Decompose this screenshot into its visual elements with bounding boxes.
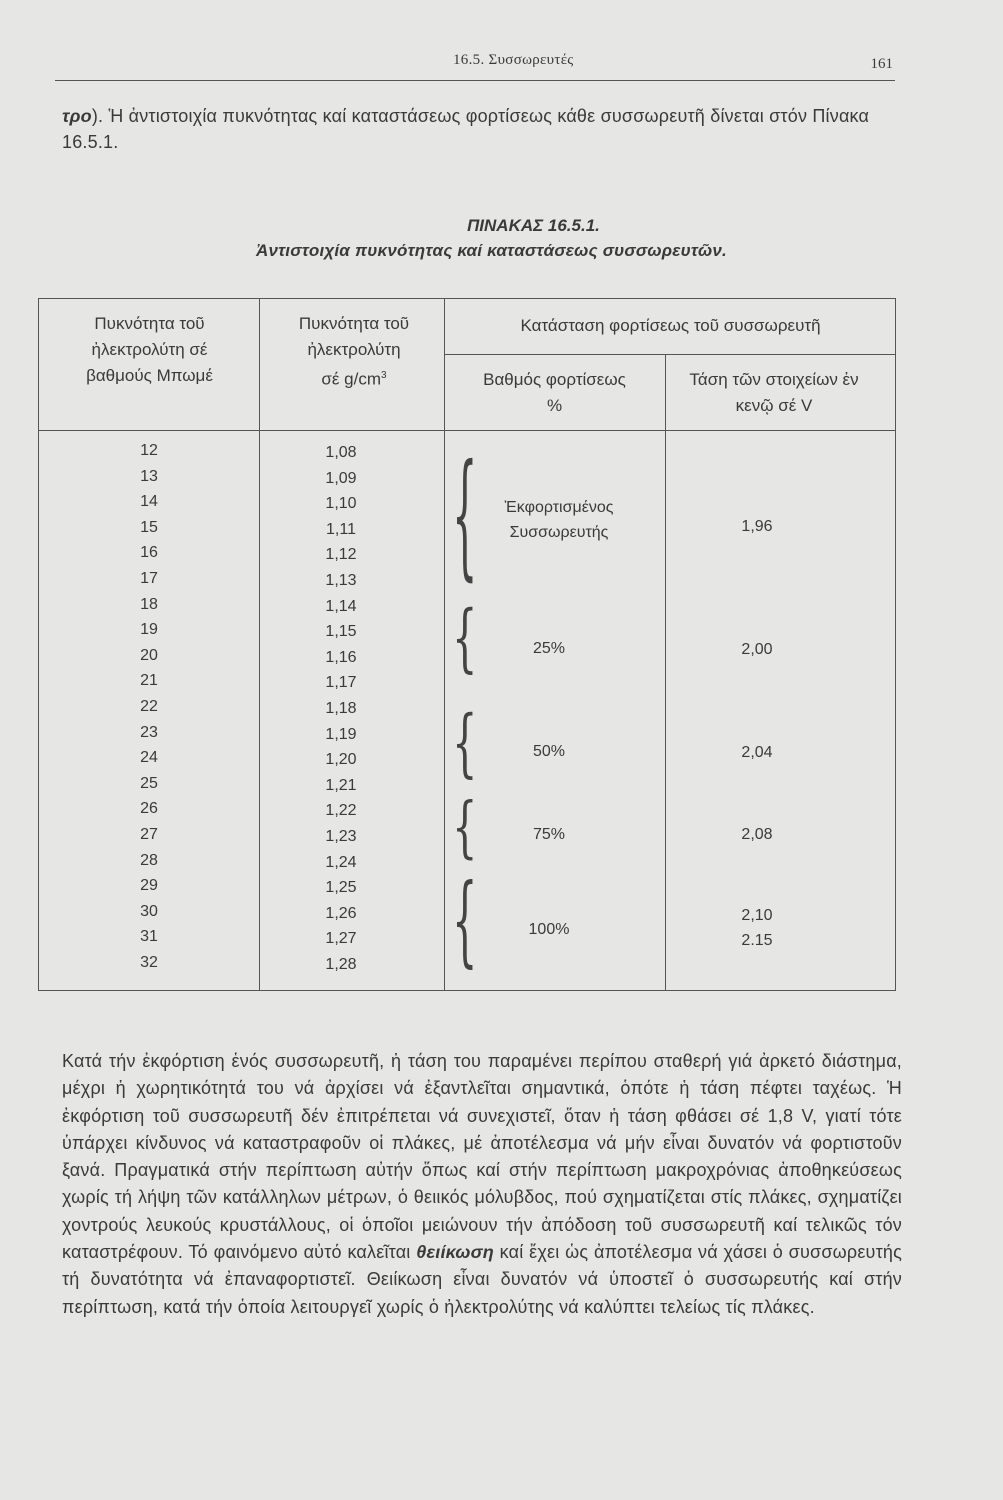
header-density-unit-text: σέ g/cm <box>321 369 382 389</box>
density-value: 1,24 <box>325 853 357 871</box>
density-value: 1,13 <box>325 571 357 589</box>
baume-value: 22 <box>140 697 158 715</box>
column-baume <box>109 438 189 975</box>
header-density-unit <box>264 363 444 393</box>
state-discharged-line1: Ἐκφορτισμένος <box>504 499 614 516</box>
state-25: 25% <box>532 640 566 657</box>
state-100: 100% <box>528 921 570 938</box>
baume-value: 21 <box>140 672 158 690</box>
density-value: 1,23 <box>325 827 357 845</box>
state-75: 75% <box>532 826 566 843</box>
baume-value: 29 <box>140 877 158 895</box>
baume-value: 19 <box>140 621 158 639</box>
density-value: 1,08 <box>325 444 357 461</box>
column-density <box>301 440 381 977</box>
baume-value: 20 <box>140 646 158 664</box>
baume-value: 18 <box>140 595 158 613</box>
body-paragraph <box>62 1048 902 1321</box>
header-charge-unit: % <box>546 396 563 415</box>
density-value: 1,28 <box>325 955 357 973</box>
header-charge <box>444 367 665 419</box>
density-value: 1,20 <box>325 751 357 769</box>
voltage-100 <box>657 903 857 953</box>
table-divider <box>444 354 895 355</box>
baume-value: 26 <box>140 800 158 818</box>
brace-group: { <box>452 596 478 682</box>
table-subtitle: Ἀντιστοιχία πυκνότητας καί καταστάσεως συσσωρευτῶν. <box>256 241 727 260</box>
header-baume: Πυκνότητα τοῦ ἠλεκτρολύτη σέ βαθμούς Μπωμέ <box>86 314 213 385</box>
density-value: 1,25 <box>325 879 357 897</box>
voltage-discharged: 1,96 <box>741 518 773 535</box>
density-value: 1,21 <box>325 776 357 794</box>
header-state: Κατάσταση φορτίσεως τοῦ συσσωρευτῆ <box>520 316 821 335</box>
body-term: θειίκωση <box>416 1242 494 1263</box>
baume-value: 25 <box>140 774 158 792</box>
baume-value: 31 <box>140 928 158 946</box>
density-value: 1,17 <box>325 674 357 692</box>
brace-group: { <box>452 701 478 787</box>
intro-text: ). Ἡ ἀντιστοιχία πυκνότητας καί καταστάσεως φορτίσεως κάθε συσσωρευτῆ δίνεται στόν Πίνακα 16.5.1. <box>62 106 870 152</box>
baume-value: 13 <box>140 467 158 485</box>
density-value: 1,14 <box>325 597 357 615</box>
density-value: 1,09 <box>325 469 357 487</box>
state-discharged-line2: Συσσωρευτής <box>509 524 609 541</box>
voltage-50: 2,04 <box>741 744 773 761</box>
table-title: ΠΙΝΑΚΑΣ 16.5.1. <box>467 216 600 235</box>
baume-value: 32 <box>140 953 158 971</box>
density-value: 1,10 <box>325 495 357 513</box>
body-text-1: Κατά τήν ἐκφόρτιση ἑνός συσσωρευτῆ, ἡ τάση του παραμένει περίπου σταθερή γιά ἀρκετό διάστημα, μέχρι ἡ χωρητικότητά του νά ἀρχίσει νά ἐξαντλεῖται σημαντικά, ὁπότε ἡ τάση πέφτει ταχέως. Ἡ ἐκφόρτιση τοῦ συσσωρευτῆ δέν ἐπιτρέπεται νά συνεχιστεῖ, ὅταν ἡ τάση φθάσει σέ 1,8 V, γιατί τότε ὑπάρχει κίνδυνος νά καταστραφοῦν οἱ πλάκες, μέ ἀποτέλεσμα νά μήν εἶναι δυνατόν νά φορτιστοῦν ξανά. Πραγματικά στήν περίπτωση αὐτήν ὅπως καί στήν περίπτωση μακροχρόνιας ἀποθηκεύσεως χωρίς τή λήψη τῶν κατάλληλων μέτρων, ὁ θειικός μόλυβδος, πού σχηματίζεται στίς πλάκες, σχηματίζει χοντρούς λευκούς κρυστάλλους, οἱ ὁποῖοι μειώνουν τήν ἀπόδοση τοῦ συσσωρευτῆ καί τελικῶς τόν καταστρέφουν. Τό φαινόμενο αὐτό καλεῖται <box>62 1051 902 1263</box>
density-value: 1,12 <box>325 546 357 564</box>
state-50: 50% <box>532 743 566 760</box>
density-value: 1,22 <box>325 802 357 820</box>
header-charge-text: Βαθμός φορτίσεως <box>483 370 626 389</box>
table-divider <box>665 354 666 990</box>
baume-value: 12 <box>140 442 158 459</box>
baume-value: 24 <box>140 749 158 767</box>
density-value: 1,27 <box>325 930 357 948</box>
density-value: 1,16 <box>325 648 357 666</box>
baume-value: 14 <box>140 493 158 511</box>
baume-value: 16 <box>140 544 158 562</box>
brace-group: { <box>452 438 478 596</box>
page-number: 161 <box>870 56 893 72</box>
density-value: 1,26 <box>325 904 357 922</box>
table-divider <box>259 299 260 990</box>
baume-value: 30 <box>140 902 158 920</box>
section-title: 16.5. Συσσωρευτές <box>453 52 574 68</box>
baume-value: 23 <box>140 723 158 741</box>
intro-paragraph <box>62 104 902 155</box>
brace-group: { <box>452 865 478 979</box>
baume-value: 17 <box>140 569 158 587</box>
body-text-2: καί ἔχει ὡς ἀποτέλεσμα νά χάσει ὁ συσσωρευτής τή δυνατότητα νά ἐπαναφορτιστεῖ. Θειίκωση εἶναι δυνατόν νά ὑποστεῖ ὁ συσσωρευτής καί στήν περίπτωση, κατά τήν ὁποία λειτουργεῖ χωρίς ὁ ἠλεκτρολύτης νά καλύπτει τελείως τίς πλάκες. <box>62 1242 902 1317</box>
brace-group: { <box>452 790 478 866</box>
voltage-100-b: 2.15 <box>741 932 773 949</box>
baume-value: 15 <box>140 518 158 536</box>
density-value: 1,15 <box>325 623 357 641</box>
voltage-75: 2,08 <box>741 826 773 843</box>
page-header <box>55 48 895 81</box>
density-value: 1,19 <box>325 725 357 743</box>
density-value: 1,11 <box>326 520 356 538</box>
header-density <box>264 311 444 393</box>
intro-lead: τρο <box>62 106 92 126</box>
density-table <box>38 298 896 991</box>
density-value: 1,18 <box>325 699 357 717</box>
header-density-exponent: 3 <box>381 370 387 381</box>
voltage-100-a: 2,10 <box>741 907 773 924</box>
table-divider <box>39 430 895 431</box>
baume-value: 27 <box>140 825 158 843</box>
state-discharged <box>469 495 649 545</box>
header-density-text: Πυκνότητα τοῦ ἠλεκτρολύτη <box>298 314 410 359</box>
baume-value: 28 <box>140 851 158 869</box>
voltage-25: 2,00 <box>741 641 773 658</box>
header-voltage: Τάση τῶν στοιχείων ἐν κενῷ σέ V <box>689 370 859 415</box>
